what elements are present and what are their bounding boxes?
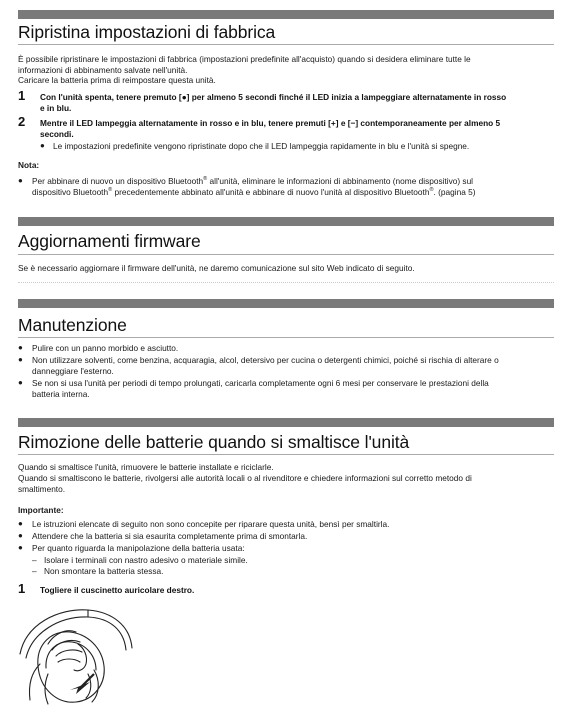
bullet-icon: ● bbox=[18, 378, 23, 387]
section-title-battery-removal: Rimozione delle batterie quando si smaltisce l'unità bbox=[18, 432, 410, 452]
maintenance-text-3b: batteria interna. bbox=[32, 388, 90, 399]
registered-mark: ® bbox=[429, 186, 434, 193]
section-bar bbox=[18, 418, 554, 427]
intro-line-3: Caricare la batteria prima di reimpostare questa unità. bbox=[18, 75, 216, 85]
maintenance-text-3 bbox=[32, 378, 548, 399]
intro-line-2: informazioni di abbinamento salvate nell'unità. bbox=[18, 64, 188, 75]
maintenance-text-1: Pulire con un panno morbido e asciutto. bbox=[32, 343, 179, 353]
note-text-b3: . (pagina 5) bbox=[433, 186, 476, 197]
maintenance-text-2b: danneggiare l'esterno. bbox=[32, 365, 114, 376]
firmware-text: Se è necessario aggiornare il firmware dell'unità, ne daremo comunicazione sul sito Web indicato di seguito. bbox=[18, 263, 415, 273]
note-text-b1: dispositivo Bluetooth bbox=[32, 186, 109, 197]
intro-line-1: È possibile ripristinare le impostazioni di fabbrica (impostazioni predefinite all'acquisto) quando si desidera eliminare tutte le bbox=[18, 54, 471, 64]
ear-cushion-removal-illustration bbox=[18, 604, 138, 706]
section-bar bbox=[18, 10, 554, 19]
step-2-text-b: secondi. bbox=[40, 128, 74, 139]
title-underline bbox=[18, 337, 554, 338]
section-title-firmware: Aggiornamenti firmware bbox=[18, 231, 201, 251]
dash-mark: – bbox=[32, 555, 37, 565]
dash-mark: – bbox=[32, 566, 37, 576]
step-2-number: 2 bbox=[18, 114, 26, 129]
removal-step-1-text: Togliere il cuscinetto auricolare destro. bbox=[40, 585, 195, 595]
maintenance-text-2 bbox=[32, 355, 548, 376]
bullet-icon: ● bbox=[18, 343, 23, 352]
step-2-text-a: Mentre il LED lampeggia alternatamente in rosso e in blu, tenere premuti [+] e [−] contemporaneamente per almeno 5 bbox=[40, 118, 501, 128]
section-bar bbox=[18, 299, 554, 308]
dash-text-2: Non smontare la batteria stessa. bbox=[44, 566, 164, 576]
maintenance-text-3a: Se non si usa l'unità per periodi di tempo prolungati, caricarla completamente ogni 6 mesi per conservare le prestazioni della bbox=[32, 378, 489, 388]
bullet-icon: ● bbox=[18, 531, 23, 540]
step-2-bullet-text: Le impostazioni predefinite vengono ripristinate dopo che il LED lampeggia rapidamente in blu e l'unità si spegne. bbox=[53, 141, 470, 151]
registered-mark: ® bbox=[108, 186, 113, 193]
note-text bbox=[32, 176, 548, 197]
section-bar bbox=[18, 217, 554, 226]
note-text-a2: all'unità, eliminare le informazioni di abbinamento (nome dispositivo) sul bbox=[207, 176, 474, 186]
battery-p1: Quando si smaltisce l'unità, rimuovere le batterie installate e riciclarle. bbox=[18, 462, 274, 472]
battery-p2a: Quando si smaltiscono le batterie, rivolgersi alle autorità locali o al rivenditore e chiedere informazioni sul corretto metodo di bbox=[18, 473, 472, 483]
note-text-b2: precedentemente abbinato all'unità e abbinare di nuovo l'unità al dispositivo Bluetooth bbox=[112, 186, 430, 197]
bullet-icon: ● bbox=[18, 176, 23, 185]
important-label: Importante: bbox=[18, 505, 64, 515]
registered-mark: ® bbox=[203, 176, 208, 183]
bullet-icon: ● bbox=[18, 355, 23, 364]
important-text-1: Le istruzioni elencate di seguito non sono concepite per riparare questa unità, bensì per smaltirla. bbox=[32, 519, 390, 529]
step-1-number: 1 bbox=[18, 88, 26, 103]
divider bbox=[18, 282, 554, 283]
note-label: Nota: bbox=[18, 160, 40, 170]
bullet-icon: ● bbox=[40, 141, 45, 150]
bullet-icon: ● bbox=[18, 543, 23, 552]
title-underline bbox=[18, 454, 554, 455]
title-underline bbox=[18, 44, 554, 45]
section-title-maintenance: Manutenzione bbox=[18, 315, 127, 335]
note-text-a1: Per abbinare di nuovo un dispositivo Bluetooth bbox=[32, 176, 204, 186]
dash-text-1: Isolare i terminali con nastro adesivo o materiale simile. bbox=[44, 555, 248, 565]
step-1-text-b: e in blu. bbox=[40, 102, 72, 113]
step-1-text-a: Con l'unità spenta, tenere premuto [●] per almeno 5 secondi finché il LED inizia a lampeggiare alternatamente in rosso bbox=[40, 92, 507, 102]
maintenance-text-2a: Non utilizzare solventi, come benzina, acquaragia, alcol, detersivo per cucina o detergenti chimici, poiché si rischia di alterare o bbox=[32, 355, 499, 365]
section-title-factory-reset: Ripristina impostazioni di fabbrica bbox=[18, 22, 276, 42]
bullet-icon: ● bbox=[18, 519, 23, 528]
battery-p2b: smaltimento. bbox=[18, 484, 66, 494]
important-text-2: Attendere che la batteria si sia esaurita completamente prima di smontarla. bbox=[32, 531, 308, 541]
title-underline bbox=[18, 254, 554, 255]
important-text-3: Per quanto riguarda la manipolazione della batteria usata: bbox=[32, 543, 245, 553]
removal-step-1-number: 1 bbox=[18, 581, 26, 596]
